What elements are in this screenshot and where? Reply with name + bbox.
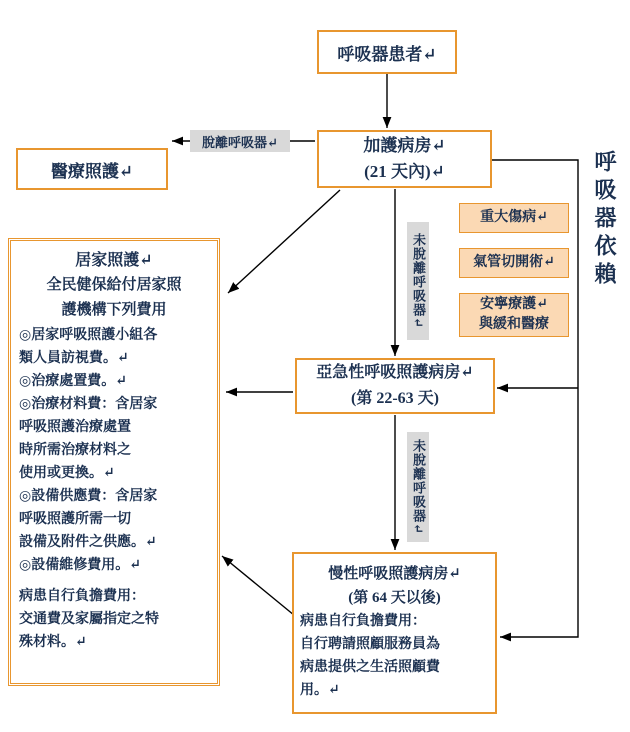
home-care-title: 居家照護↵ [75, 252, 153, 269]
node-chronic-label-2: (第 64 天以後) [348, 590, 441, 606]
node-chronic-respiratory-care-ward [292, 552, 497, 714]
home-care-selfpay-line2: 殊材料。↵ [19, 635, 87, 650]
node-subacute-respiratory-care-ward [295, 358, 495, 414]
home-care-item: ◎治療處置費。↵ [19, 374, 127, 389]
node-home-care [8, 238, 220, 686]
home-care-item: ◎設備供應費：含居家 [19, 489, 158, 504]
node-chronic-selfpay-line3: 用。↵ [300, 683, 340, 698]
condition-tracheotomy: 氣管切開術↵ [459, 248, 569, 278]
home-care-subtitle-2: 護機構下列費用 [61, 302, 167, 318]
node-respirator-patient [317, 30, 457, 74]
home-care-item: ◎居家呼吸照護小組各 [19, 328, 158, 343]
node-subacute-label-1: 亞急性呼吸照護病房↵ [316, 364, 474, 381]
home-care-item: 時所需治療材料之 [19, 443, 131, 458]
edge-label-not-weaned-1: 未脫離呼吸器↵ [407, 222, 429, 340]
node-chronic-selfpay-line2: 病患提供之生活照顧費 [300, 660, 440, 675]
node-icu [317, 130, 492, 188]
diagram-side-title: 呼吸器依賴 [592, 150, 617, 290]
edge-label-not-weaned-2: 未脫離呼吸器↵ [407, 432, 429, 542]
node-icu-label-2: (21 天內)↵ [364, 162, 445, 181]
home-care-item: 使用或更換。↵ [19, 466, 115, 481]
home-care-item: 呼吸照護所需一切 [19, 512, 131, 527]
node-chronic-selfpay-line1: 自行聘請照顧服務員為 [300, 637, 440, 652]
home-care-selfpay-line1: 交通費及家屬指定之特 [19, 612, 159, 627]
node-medical-care-label: 醫療照護↵ [50, 161, 134, 181]
home-care-item: 類人員訪視費。↵ [19, 351, 129, 366]
home-care-selfpay-title: 病患自行負擔費用： [19, 589, 145, 604]
node-chronic-label-1: 慢性呼吸照護病房↵ [328, 566, 461, 582]
node-chronic-selfpay-title: 病患自行負擔費用： [300, 614, 426, 629]
node-medical-care [16, 148, 168, 190]
home-care-item: ◎治療材料費：含居家 [19, 397, 158, 412]
condition-major-illness: 重大傷病↵ [459, 203, 569, 233]
edge-label-weaned: 脫離呼吸器↵ [190, 130, 290, 152]
home-care-subtitle-1: 全民健保給付居家照 [46, 277, 182, 293]
home-care-item: 設備及附件之供應。↵ [19, 535, 157, 550]
node-subacute-label-2: (第 22-63 天) [351, 390, 439, 407]
condition-hospice-palliative: 安寧療護↵ 與緩和醫療 [459, 293, 569, 337]
home-care-item: 呼吸照護治療處置 [19, 420, 131, 435]
home-care-item: ◎設備維修費用。↵ [19, 558, 141, 573]
node-icu-label-1: 加護病房↵ [363, 136, 446, 155]
node-patient-label: 呼吸器患者↵ [337, 44, 437, 64]
